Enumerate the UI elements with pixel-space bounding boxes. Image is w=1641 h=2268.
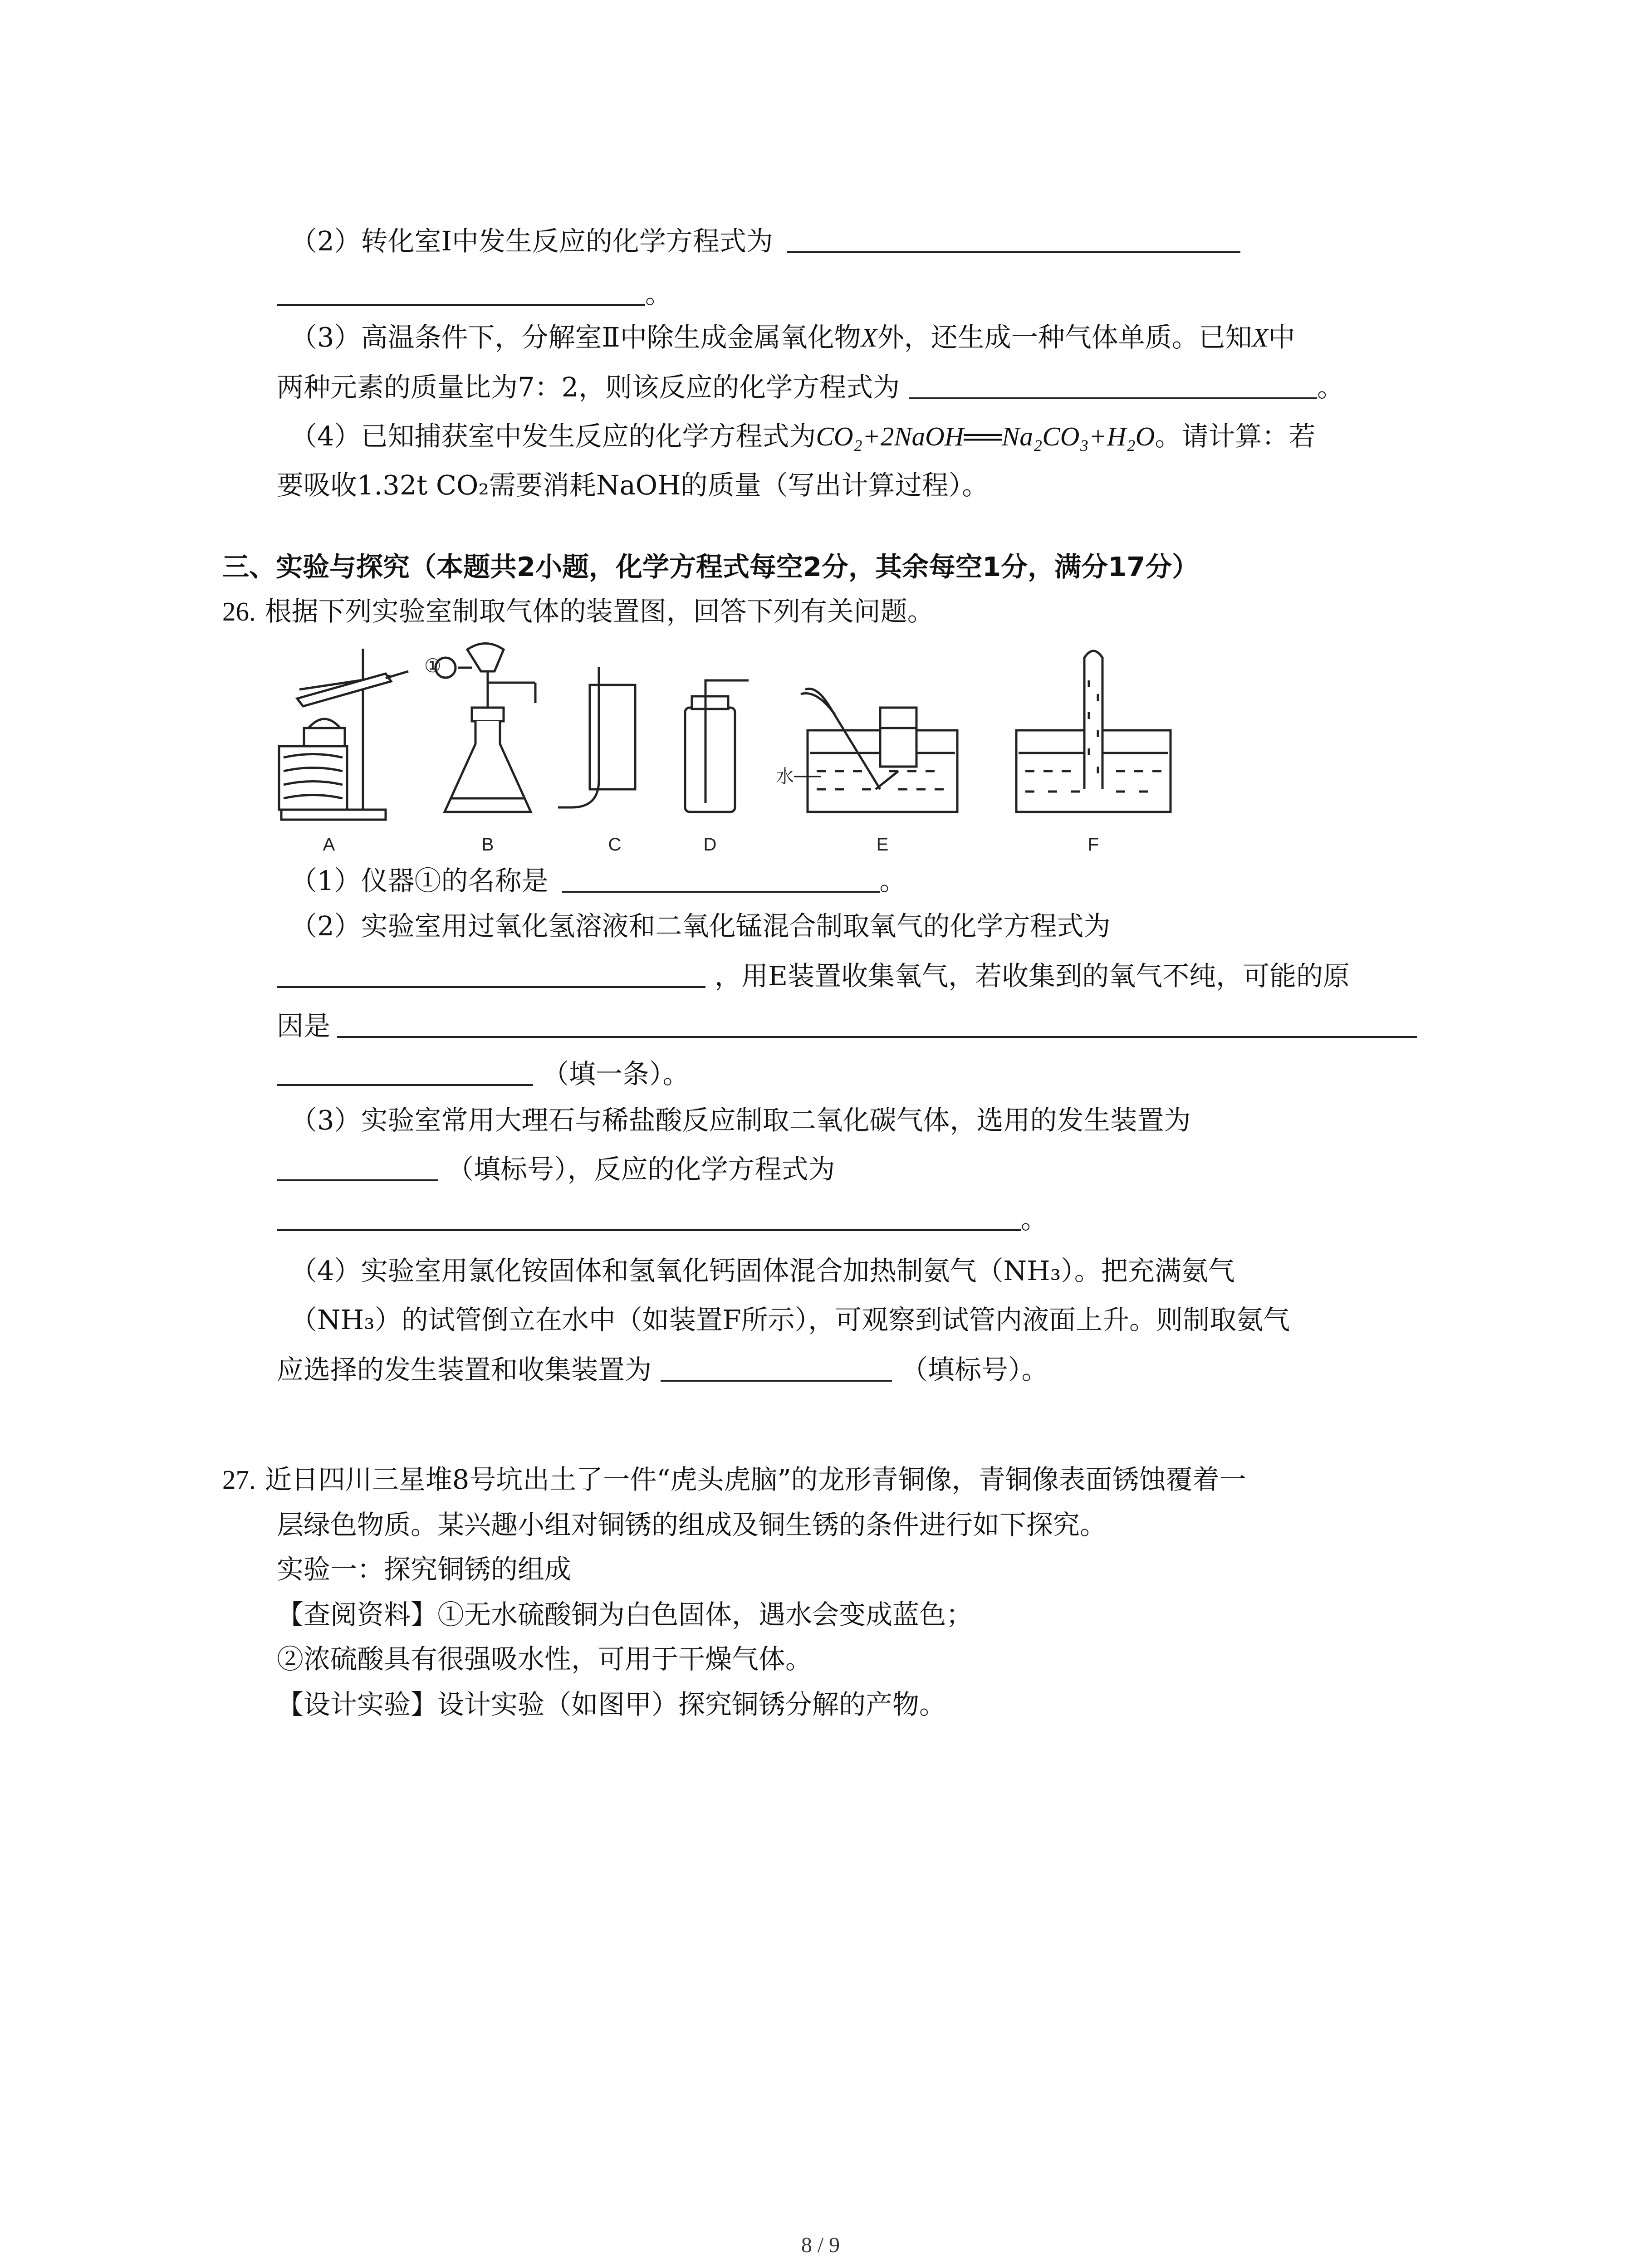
q27-line5: ②浓硫酸具有很强吸水性，可用于干燥气体。 xyxy=(277,1643,813,1675)
q25-part4-line1: （4）已知捕获室中发生反应的化学方程式为CO₂+2NaOH══Na₂CO₃+H₂O。请计算：若 xyxy=(290,420,1316,452)
answer-blank[interactable] xyxy=(277,1058,533,1086)
answer-blank[interactable] xyxy=(277,1203,1021,1231)
apparatus-e xyxy=(801,689,957,812)
apparatus-b xyxy=(436,644,535,812)
apparatus-f xyxy=(1016,651,1171,812)
q27-line3: 实验一：探究铜锈的组成 xyxy=(277,1554,572,1585)
q26-stem: 26. 根据下列实验室制取气体的装置图，回答下列有关问题。 xyxy=(222,596,934,627)
figure-label-b: B xyxy=(481,835,494,855)
apparatus-figure xyxy=(272,640,1307,866)
answer-blank[interactable] xyxy=(277,960,705,988)
q26-part2-line3: 因是 xyxy=(277,1008,1417,1044)
q26-part2-line1: （2）实验室用过氧化氢溶液和二氧化锰混合制取氧气的化学方程式为 xyxy=(290,910,1111,942)
q25-part4-line2: 要吸收1.32t CO₂需要消耗NaOH的质量（写出计算过程）。 xyxy=(277,469,989,501)
q27-line2: 层绿色物质。某兴趣小组对铜锈的组成及铜生锈的条件进行如下探究。 xyxy=(277,1509,1107,1540)
answer-blank[interactable] xyxy=(337,1010,1417,1038)
answer-blank[interactable] xyxy=(909,371,1317,399)
water-label: 水 xyxy=(776,767,794,787)
q25-part2-line2: 。 xyxy=(277,276,672,312)
answer-blank[interactable] xyxy=(661,1354,892,1382)
q25-part3-line2: 两种元素的质量比为7：2，则该反应的化学方程式为 。 xyxy=(277,371,1344,403)
apparatus-a xyxy=(279,649,408,820)
answer-blank[interactable] xyxy=(277,278,645,306)
equation: CO₂+2NaOH══Na₂CO₃+H₂O xyxy=(816,421,1155,451)
q26-part4-line3: 应选择的发生装置和收集装置为 （填标号）。 xyxy=(277,1354,1048,1385)
q26-part1: （1）仪器①的名称是 。 xyxy=(290,865,906,896)
figure-label-f: F xyxy=(1087,835,1099,855)
q26-part2-line2: ，用E装置收集氧气，若收集到的氧气不纯，可能的原 xyxy=(277,958,1350,994)
q25-part2-text: （2）转化室Ⅰ中发生反应的化学方程式为 xyxy=(290,223,1240,259)
answer-blank[interactable] xyxy=(562,865,880,893)
apparatus-c xyxy=(558,667,635,807)
answer-blank[interactable] xyxy=(787,225,1240,253)
page-number: 8 / 9 xyxy=(801,2233,840,2257)
q25-part3-line1: （3）高温条件下，分解室Ⅱ中除生成金属氧化物X外，还生成一种气体单质。已知X中 xyxy=(290,322,1295,353)
section-heading: 三、实验与探究（本题共2小题，化学方程式每空2分，其余每空1分，满分17分） xyxy=(222,551,1199,582)
instrument-marker: ① xyxy=(424,655,441,676)
q26-part3-line2: （填标号），反应的化学方程式为 xyxy=(277,1151,835,1188)
q27-line1: 27. 近日四川三星堆8号坑出土了一件“虎头虎脑”的龙形青铜像，青铜像表面锈蚀覆着一 xyxy=(222,1464,1246,1495)
q26-part4-line2: （NH₃）的试管倒立在水中（如装置F所示），可观察到试管内液面上升。则制取氨气 xyxy=(290,1304,1290,1335)
q26-part2-line4: （填一条）。 xyxy=(277,1056,690,1092)
figure-label-a: A xyxy=(323,835,335,855)
figure-label-e: E xyxy=(876,835,889,855)
q27-line4: 【查阅资料】①无水硫酸铜为白色固体，遇水会变成蓝色； xyxy=(277,1599,973,1630)
q27-line6: 【设计实验】设计实验（如图甲）探究铜锈分解的产物。 xyxy=(277,1689,946,1720)
q26-part3-line1: （3）实验室常用大理石与稀盐酸反应制取二氧化碳气体，选用的发生装置为 xyxy=(290,1105,1191,1136)
q26-part3-line3: 。 xyxy=(277,1201,1048,1237)
answer-blank[interactable] xyxy=(277,1153,438,1181)
q26-part4-line1: （4）实验室用氯化铵固体和氢氧化钙固体混合加热制氨气（NH₃）。把充满氨气 xyxy=(290,1255,1235,1286)
apparatus-d xyxy=(685,680,749,812)
figure-label-d: D xyxy=(703,835,717,855)
figure-label-c: C xyxy=(608,835,622,855)
